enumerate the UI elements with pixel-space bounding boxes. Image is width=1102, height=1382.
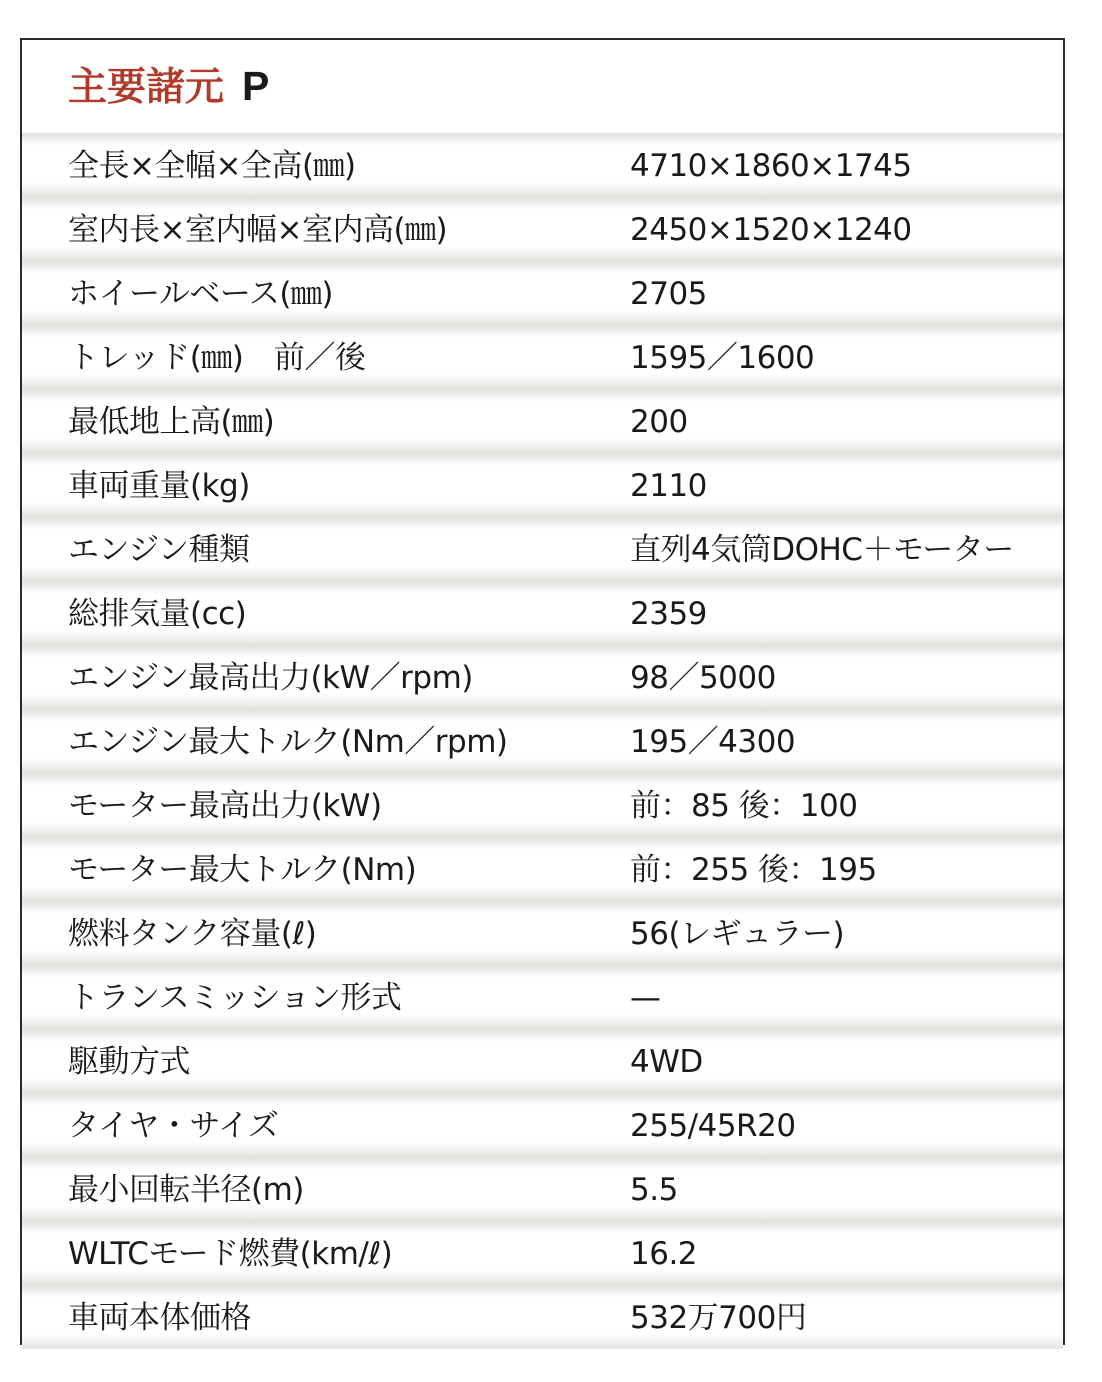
spec-value: 195／4300 [630,724,796,760]
spec-label: 最低地上高(㎜) [68,404,275,440]
spec-value: 4710×1860×1745 [630,148,912,184]
spec-label: 総排気量(cc) [68,596,247,632]
spec-row [22,517,1063,581]
spec-label: 車両本体価格 [68,1300,251,1336]
spec-row [22,581,1063,645]
spec-label: 駆動方式 [68,1044,190,1080]
spec-row [22,1029,1063,1093]
spec-row [22,197,1063,261]
spec-label: エンジン最大トルク(Nm／rpm) [68,724,508,760]
spec-value: 200 [630,404,688,440]
spec-value: 98／5000 [630,660,776,696]
spec-value: 532万700円 [630,1300,807,1336]
spec-value: 16.2 [630,1236,698,1272]
page-title [68,62,269,112]
spec-value: 前：255 後：195 [630,852,877,888]
spec-row [22,773,1063,837]
spec-row [22,1157,1063,1221]
spec-value: 2359 [630,596,707,632]
spec-value: 2450×1520×1240 [630,212,912,248]
spec-value: 直列4気筒DOHC＋モーター [630,532,1014,568]
spec-row [22,837,1063,901]
spec-label: 全長×全幅×全高(㎜) [68,148,356,184]
spec-value: 4WD [630,1044,703,1080]
spec-label: WLTCモード燃費(km/ℓ) [68,1236,393,1272]
spec-label: モーター最大トルク(Nm) [68,852,417,888]
spec-label: 最小回転半径(m) [68,1172,304,1208]
spec-row [22,1285,1063,1349]
spec-row [22,965,1063,1029]
spec-label: 車両重量(kg) [68,468,250,504]
spec-row [22,389,1063,453]
spec-value: 前：85 後：100 [630,788,858,824]
spec-row [22,453,1063,517]
spec-row [22,325,1063,389]
spec-label: エンジン最高出力(kW／rpm) [68,660,473,696]
spec-table [20,38,1065,1345]
spec-row [22,1093,1063,1157]
spec-value: 56(レギュラー) [630,916,845,952]
title-main: 主要諸元 [68,65,225,110]
spec-value: 5.5 [630,1172,678,1208]
spec-value: 2705 [630,276,707,312]
spec-row [22,261,1063,325]
spec-row [22,1221,1063,1285]
spec-label: 燃料タンク容量(ℓ) [68,916,317,952]
spec-label: タイヤ・サイズ [68,1108,279,1144]
spec-label: モーター最高出力(kW) [68,788,382,824]
spec-label: ホイールベース(㎜) [68,276,334,312]
spec-label: トレッド(㎜) 前／後 [68,340,366,376]
spec-row [22,133,1063,197]
spec-row [22,901,1063,965]
spec-label: エンジン種類 [68,532,250,568]
spec-rows [22,133,1063,1349]
spec-value: 1595／1600 [630,340,815,376]
title-suffix: P [242,63,270,109]
spec-header [22,40,1063,133]
spec-label: トランスミッション形式 [68,980,402,1016]
spec-value: 2110 [630,468,707,504]
spec-label: 室内長×室内幅×室内高(㎜) [68,212,448,248]
spec-value: 255/45R20 [630,1108,796,1144]
spec-row [22,709,1063,773]
spec-value: — [630,980,661,1016]
spec-row [22,645,1063,709]
